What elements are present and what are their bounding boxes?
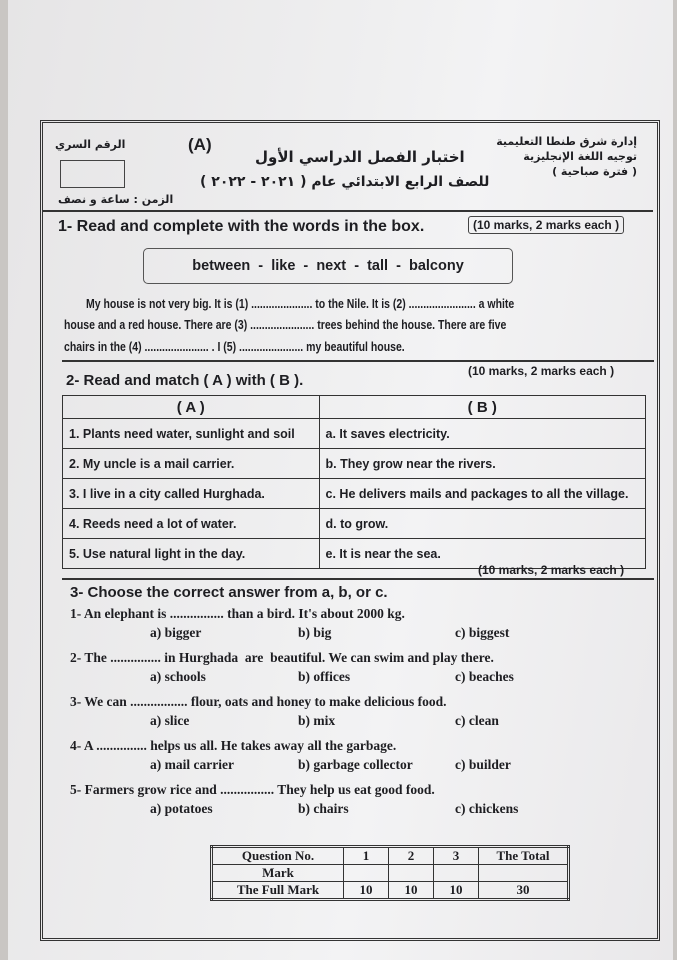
table-row <box>212 847 569 865</box>
mark-cell[interactable] <box>344 865 389 882</box>
full-mark-cell: 30 <box>479 882 569 900</box>
mcq-option[interactable]: b) garbage collector <box>298 757 413 772</box>
column-header: 1 <box>344 847 389 865</box>
administration-info <box>496 134 637 179</box>
divider <box>62 578 654 580</box>
q3-marks: (10 marks, 2 marks each ) <box>478 563 625 577</box>
table-row <box>63 509 646 539</box>
time-label: الزمن : ساعة و نصف <box>58 193 174 206</box>
mcq-option[interactable]: c) clean <box>455 713 499 728</box>
match-b: e. It is near the sea. <box>319 539 645 569</box>
full-mark-cell: 10 <box>344 882 389 900</box>
admin-line: توجيه اللغة الإنجليزية <box>523 150 637 163</box>
match-b: d. to grow. <box>319 509 645 539</box>
full-mark-cell: 10 <box>434 882 479 900</box>
mark-cell[interactable] <box>389 865 434 882</box>
secret-number-label: الرقم السري <box>55 138 126 151</box>
word-box: between - like - next - tall - balcony <box>143 248 513 284</box>
match-a: 4. Reeds need a lot of water. <box>63 509 320 539</box>
mcq-item <box>70 738 640 775</box>
col-a-header: ( A ) <box>63 396 320 419</box>
match-b: c. He delivers mails and packages to all the village. <box>319 479 645 509</box>
mcq-option[interactable]: c) beaches <box>455 669 514 684</box>
mcq-option[interactable]: b) mix <box>298 713 336 728</box>
q2-title: 2- Read and match ( A ) with ( B ). <box>66 372 304 389</box>
admin-line: إدارة شرق طنطا التعليمية <box>496 135 637 148</box>
mcq-question: 2- The ............... in Hurghada are beautiful. We can swim and play there. <box>70 650 494 665</box>
model-label: (A) <box>188 135 212 154</box>
mcq-option[interactable]: c) builder <box>455 757 511 772</box>
match-a: 3. I live in a city called Hurghada. <box>63 479 320 509</box>
mcq-option[interactable]: b) big <box>298 625 332 640</box>
mcq-option[interactable]: a) slice <box>150 713 190 728</box>
divider <box>62 360 654 362</box>
table-row <box>63 419 646 449</box>
exam-subtitle: للصف الرابع الابتدائي عام ( ٢٠٢١ - ٢٠٢٢ ) <box>200 174 490 190</box>
mcq-question: 1- An elephant is ................ than a bird. It's about 2000 kg. <box>70 606 405 621</box>
table-row <box>212 882 569 900</box>
q1-line: chairs in the (4) ...................... . I (5) ...................... my beautiful house. <box>64 340 405 354</box>
row-label: Question No. <box>212 847 344 865</box>
mark-cell[interactable] <box>479 865 569 882</box>
q1-line: My house is not very big. It is (1) ..................... to the Nile. It is (2) ....................... a white <box>86 297 515 311</box>
exam-title: اختبار الفصل الدراسي الأول <box>255 148 465 166</box>
col-b-header: ( B ) <box>319 396 645 419</box>
row-label: Mark <box>212 865 344 882</box>
mark-cell[interactable] <box>434 865 479 882</box>
mcq-option[interactable]: b) chairs <box>298 801 349 816</box>
q1-marks: (10 marks, 2 marks each ) <box>468 216 624 234</box>
full-mark-cell: 10 <box>389 882 434 900</box>
match-a: 5. Use natural light in the day. <box>63 539 320 569</box>
marks-table <box>210 845 570 901</box>
mcq-option[interactable]: a) mail carrier <box>150 757 234 772</box>
mcq-item <box>70 606 640 643</box>
column-header: 2 <box>389 847 434 865</box>
mcq-item <box>70 782 640 819</box>
mcq-option[interactable]: a) bigger <box>150 625 202 640</box>
match-a: 2. My uncle is a mail carrier. <box>63 449 320 479</box>
match-b: b. They grow near the rivers. <box>319 449 645 479</box>
match-a: 1. Plants need water, sunlight and soil <box>63 419 320 449</box>
admin-line: ( فترة صباحية ) <box>552 165 637 178</box>
mcq-question: 3- We can ................. flour, oats and honey to make delicious food. <box>70 694 447 709</box>
mcq-option[interactable]: b) offices <box>298 669 351 684</box>
mcq-item <box>70 650 640 687</box>
q2-marks: (10 marks, 2 marks each ) <box>468 364 615 378</box>
mcq-option[interactable]: c) biggest <box>455 625 510 640</box>
q3-title: 3- Choose the correct answer from a, b, or c. <box>70 584 388 601</box>
q1-line: house and a red house. There are (3) ...................... trees behind the house. There are five <box>64 318 507 332</box>
mcq-question: 5- Farmers grow rice and ................ They help us eat good food. <box>70 782 435 797</box>
mcq-option[interactable]: a) potatoes <box>150 801 213 816</box>
mcq-option[interactable]: a) schools <box>150 669 206 684</box>
column-header: 3 <box>434 847 479 865</box>
row-label: The Full Mark <box>212 882 344 900</box>
mcq-question: 4- A ............... helps us all. He takes away all the garbage. <box>70 738 397 753</box>
secret-number-field[interactable] <box>60 160 125 188</box>
mcq-item <box>70 694 640 731</box>
table-row <box>212 865 569 882</box>
table-row <box>63 479 646 509</box>
q1-title: 1- Read and complete with the words in the box. <box>58 218 425 235</box>
match-b: a. It saves electricity. <box>319 419 645 449</box>
column-header: The Total <box>479 847 569 865</box>
table-row <box>63 449 646 479</box>
mcq-option[interactable]: c) chickens <box>455 801 519 816</box>
match-table <box>62 395 646 569</box>
